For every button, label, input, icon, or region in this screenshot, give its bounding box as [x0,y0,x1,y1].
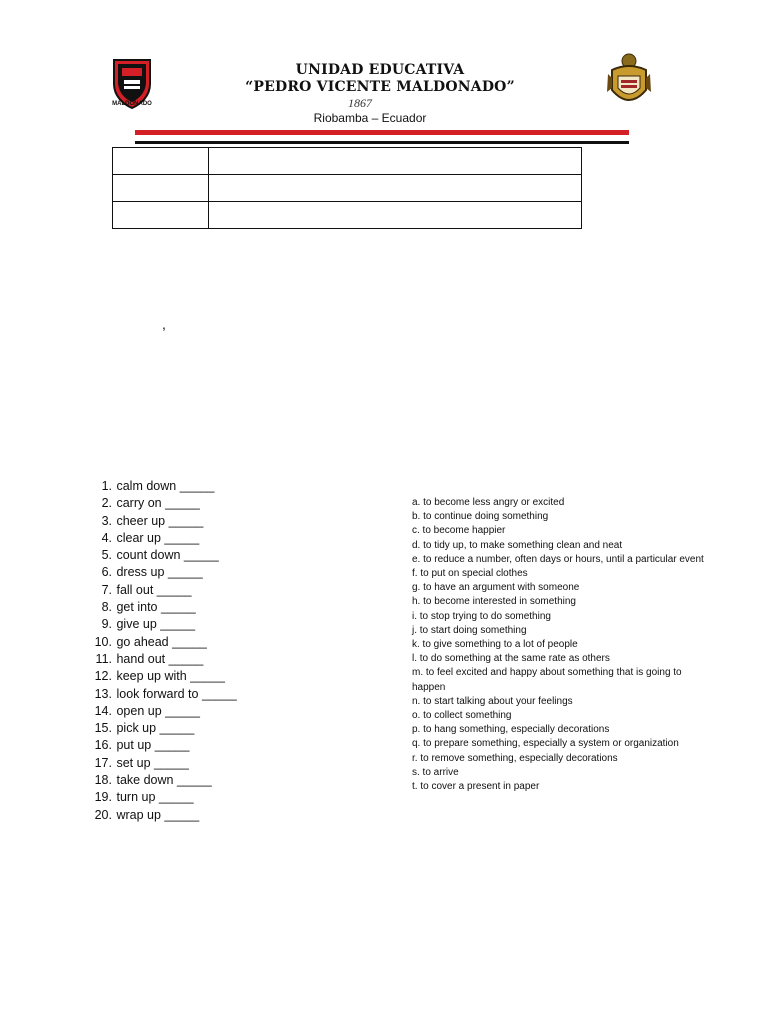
verb-text[interactable]: keep up with _____ [116,669,225,684]
verb-text[interactable]: get into _____ [116,600,196,615]
definition-item: n. to start talking about your feelings [412,695,573,707]
info-value-cell[interactable] [209,148,582,175]
info-value-cell[interactable] [209,175,582,202]
verb-text[interactable]: put up _____ [116,738,190,753]
definition-item: l. to do something at the same rate as others [412,653,610,665]
info-value-cell[interactable] [209,202,582,229]
info-row [113,202,582,229]
list-item: 16. put up _____ [94,738,190,753]
verb-text[interactable]: fall out _____ [116,582,192,597]
definition-item: q. to prepare something, especially a system or organization [412,738,679,750]
verb-text[interactable]: go ahead _____ [116,634,207,649]
stray-comma: , [162,316,166,332]
list-item: 11. hand out _____ [95,651,204,666]
verb-text[interactable]: dress up _____ [116,565,203,580]
verb-text[interactable]: look forward to _____ [116,686,237,701]
info-label-cell [113,175,209,202]
list-item: 17. set up _____ [94,755,189,770]
list-item: 18. take down _____ [94,773,212,788]
verb-text[interactable]: pick up _____ [116,721,195,736]
verb-text[interactable]: hand out _____ [116,651,204,666]
list-item: 3. cheer up _____ [101,513,204,528]
student-info-table [112,147,582,229]
list-item: 15. pick up _____ [94,721,195,736]
verb-text[interactable]: carry on _____ [116,496,200,511]
list-item: 19. turn up _____ [94,790,194,805]
header-red-rule [135,130,629,135]
definition-item: d. to tidy up, to make something clean and neat [412,539,623,551]
definition-item: c. to become happier [412,525,506,537]
verb-text[interactable]: count down _____ [116,548,219,563]
list-item: 14. open up _____ [94,703,200,718]
info-label-cell [113,202,209,229]
phrasal-verbs-list [88,478,237,824]
coat-of-arms-logo [604,52,654,112]
city-location: Riobamba – Ecuador [313,111,427,125]
definition-item: p. to hang something, especially decorations [412,724,610,736]
list-item: 2. carry on _____ [101,496,200,511]
list-item: 4. clear up _____ [101,530,200,545]
info-row [113,175,582,202]
list-item: 6. dress up _____ [101,565,203,580]
list-item: 10. go ahead _____ [94,634,207,649]
school-name-line1: UNIDAD EDUCATIVA [295,62,465,78]
definition-item: i. to stop trying to do something [412,610,551,622]
definition-item: k. to give something to a lot of people [412,639,578,651]
definition-item: r. to remove something, especially decorations [412,752,618,764]
definition-item: s. to arrive [412,766,459,778]
left-logo-caption: MALDONADO [112,101,152,107]
school-name-line2: “PEDRO VICENTE MALDONADO” [245,79,515,95]
list-item: 7. fall out _____ [101,582,192,597]
verb-text[interactable]: clear up _____ [116,530,200,545]
list-item: 13. look forward to _____ [94,686,237,701]
verb-text[interactable]: take down _____ [116,773,212,788]
definition-item: e. to reduce a number, often days or hours, until a particular event [412,553,704,565]
verb-text[interactable]: wrap up _____ [116,807,200,822]
definition-item: g. to have an argument with someone [412,582,580,594]
list-item: 9. give up _____ [101,617,196,632]
verb-text[interactable]: calm down _____ [116,479,215,493]
list-item: 20. wrap up _____ [94,807,200,822]
list-item: 5. count down _____ [101,548,219,563]
list-item: 1. calm down _____ [101,479,215,493]
verb-text[interactable]: give up _____ [116,617,196,632]
definition-item: o. to collect something [412,710,512,722]
info-label-cell [113,148,209,175]
verb-text[interactable]: turn up _____ [116,790,194,805]
info-row [113,148,582,175]
definition-item: m. to feel excited and happy about something that is going to happen [412,667,682,693]
header-black-rule [135,141,629,144]
definition-item: f. to put on special clothes [412,568,528,580]
definitions-list [412,496,712,794]
verb-text[interactable]: cheer up _____ [116,513,204,528]
verb-text[interactable]: set up _____ [116,755,189,770]
definition-item: j. to start doing something [412,624,527,636]
definition-item: a. to become less angry or excited [412,497,565,508]
founding-year: 1867 [348,96,372,110]
verb-text[interactable]: open up _____ [116,703,200,718]
list-item: 8. get into _____ [101,600,196,615]
definition-item: b. to continue doing something [412,511,549,523]
definition-item: h. to become interested in something [412,596,576,608]
definition-item: t. to cover a present in paper [412,781,540,793]
list-item: 12. keep up with _____ [94,669,225,684]
